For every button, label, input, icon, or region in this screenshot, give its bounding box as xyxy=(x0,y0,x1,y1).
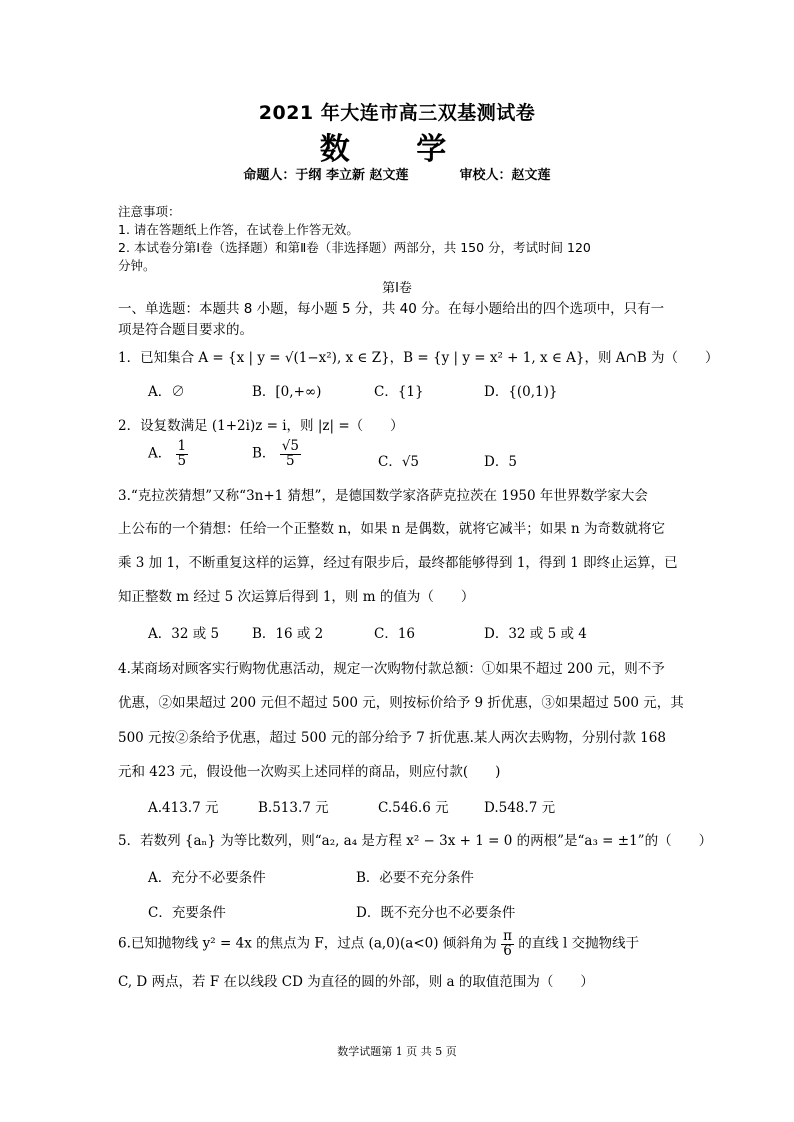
question-3-line4: 知正整数 m 经过 5 次运算后得到 1，则 m 的值为（ ） xyxy=(118,589,475,605)
question-3-line2: 上公布的一个猜想：任给一个正整数 n，如果 n 是偶数，就将它减半；如果 n 为奇数就将它 xyxy=(118,521,666,537)
subject-title: 数 学 xyxy=(319,132,475,167)
question-3-line1: 3.“克拉茨猜想”又称“3n+1 猜想”，是德国数学家洛萨克拉茨在 1950 年世界数学家大会 xyxy=(118,488,648,504)
question-4-line2: 优惠，②如果超过 200 元但不超过 500 元，则按标价给予 9 折优惠，③如果超过 500 元，其 xyxy=(118,695,684,711)
question-2-option-b-fraction xyxy=(280,440,301,468)
question-1-option-a: A．∅ xyxy=(148,384,185,400)
question-2-option-a-label: A． xyxy=(148,445,172,462)
question-1-option-b: B．[0,+∞) xyxy=(252,384,322,400)
question-1-option-c: C．{1} xyxy=(374,384,424,400)
question-4-option-c: C.546.6 元 xyxy=(378,800,449,816)
fraction-numerator: √5 xyxy=(281,438,299,454)
notes-item-1: 1. 请在答题纸上作答，在试卷上作答无效。 xyxy=(118,222,359,237)
section-one-line2: 项是符合题目要求的。 xyxy=(118,322,253,338)
question-4-option-a: A.413.7 元 xyxy=(148,800,219,816)
question-2-option-a-fraction xyxy=(176,440,189,468)
question-2-option-c: C．√5 xyxy=(378,454,420,470)
fraction-numerator: π xyxy=(503,928,512,944)
question-5-option-c: C．充要条件 xyxy=(148,905,226,921)
notes-item-2-cont: 分钟。 xyxy=(118,258,156,273)
question-5-option-d: D．既不充分也不必要条件 xyxy=(356,905,516,921)
question-1-stem: 1．已知集合 A = {x | y = √(1−x²), x ∈ Z}，B = {y | y = x² + 1, x ∈ A}，则 A∩B 为（ ） xyxy=(118,350,719,366)
question-4-option-b: B.513.7 元 xyxy=(258,800,329,816)
question-3-option-a: A．32 或 5 xyxy=(148,626,220,642)
fraction-denominator: 5 xyxy=(177,452,187,469)
question-1-option-d: D．{(0,1)} xyxy=(484,384,558,400)
question-3-option-b: B．16 或 2 xyxy=(252,626,324,642)
fraction-denominator: 5 xyxy=(286,452,295,469)
exam-title: 2021 年大连市高三双基测试卷 xyxy=(258,102,536,124)
question-3-option-d: D．32 或 5 或 4 xyxy=(484,626,587,642)
question-4-line1: 4.某商场对顾客实行购物优惠活动，规定一次购物付款总额：①如果不超过 200 元，则不予 xyxy=(118,661,665,677)
question-6-text-b: 的直线 l 交抛物线于 xyxy=(518,935,640,952)
question-5-option-a: A．充分不必要条件 xyxy=(148,870,266,886)
question-4-line3: 500 元按②条给予优惠，超过 500 元的部分给予 7 折优惠.某人两次去购物，分别付款 168 xyxy=(118,730,666,746)
section-one-line1: 一、单选题：本题共 8 小题，每小题 5 分，共 40 分。在每小题给出的四个选项中，只有一 xyxy=(118,301,665,317)
question-6-line1 xyxy=(118,930,639,958)
page-footer: 数学试题第 1 页 共 5 页 xyxy=(337,1045,457,1058)
question-4-option-d: D.548.7 元 xyxy=(484,800,556,816)
question-2-option-b xyxy=(252,440,301,468)
reviewer: 审校人：赵文莲 xyxy=(459,168,551,183)
question-5-option-b: B．必要不充分条件 xyxy=(356,870,474,886)
question-6-angle-fraction xyxy=(501,930,514,958)
fraction-denominator: 6 xyxy=(503,942,512,959)
notes-heading: 注意事项： xyxy=(118,204,181,219)
notes-item-2: 2. 本试卷分第Ⅰ卷（选择题）和第Ⅱ卷（非选择题）两部分，共 150 分，考试时间 120 xyxy=(118,240,591,255)
part-one-heading: 第Ⅰ卷 xyxy=(382,281,412,296)
authors: 命题人：于纲 李立新 赵文莲 xyxy=(243,168,409,183)
question-3-line3: 乘 3 加 1，不断重复这样的运算，经过有限步后，最终都能够得到 1，得到 1 即终止运算，已 xyxy=(118,555,678,571)
question-2-option-b-label: B． xyxy=(252,445,276,462)
fraction-numerator: 1 xyxy=(177,438,187,454)
question-4-line4: 元和 423 元，假设他一次购买上述同样的商品，则应付款( ) xyxy=(118,764,501,780)
question-6-text-a: 6.已知抛物线 y² = 4x 的焦点为 F，过点 (a,0)(a<0) 倾斜角为 xyxy=(118,935,497,952)
question-2-option-a xyxy=(148,440,188,468)
question-2-option-d: D．5 xyxy=(484,454,517,470)
question-6-line2: C, D 两点，若 F 在以线段 CD 为直径的圆的外部，则 a 的取值范围为（ ） xyxy=(118,974,594,990)
question-5-stem: 5．若数列 {aₙ} 为等比数列，则“a₂, a₄ 是方程 x² − 3x + 1 = 0 的两根”是“a₃ = ±1”的（ ） xyxy=(118,833,713,849)
question-3-option-c: C．16 xyxy=(374,626,416,642)
authors-line xyxy=(0,164,794,183)
question-2-stem: 2．设复数满足 (1+2i)z = i，则 |z| =（ ） xyxy=(118,418,404,434)
